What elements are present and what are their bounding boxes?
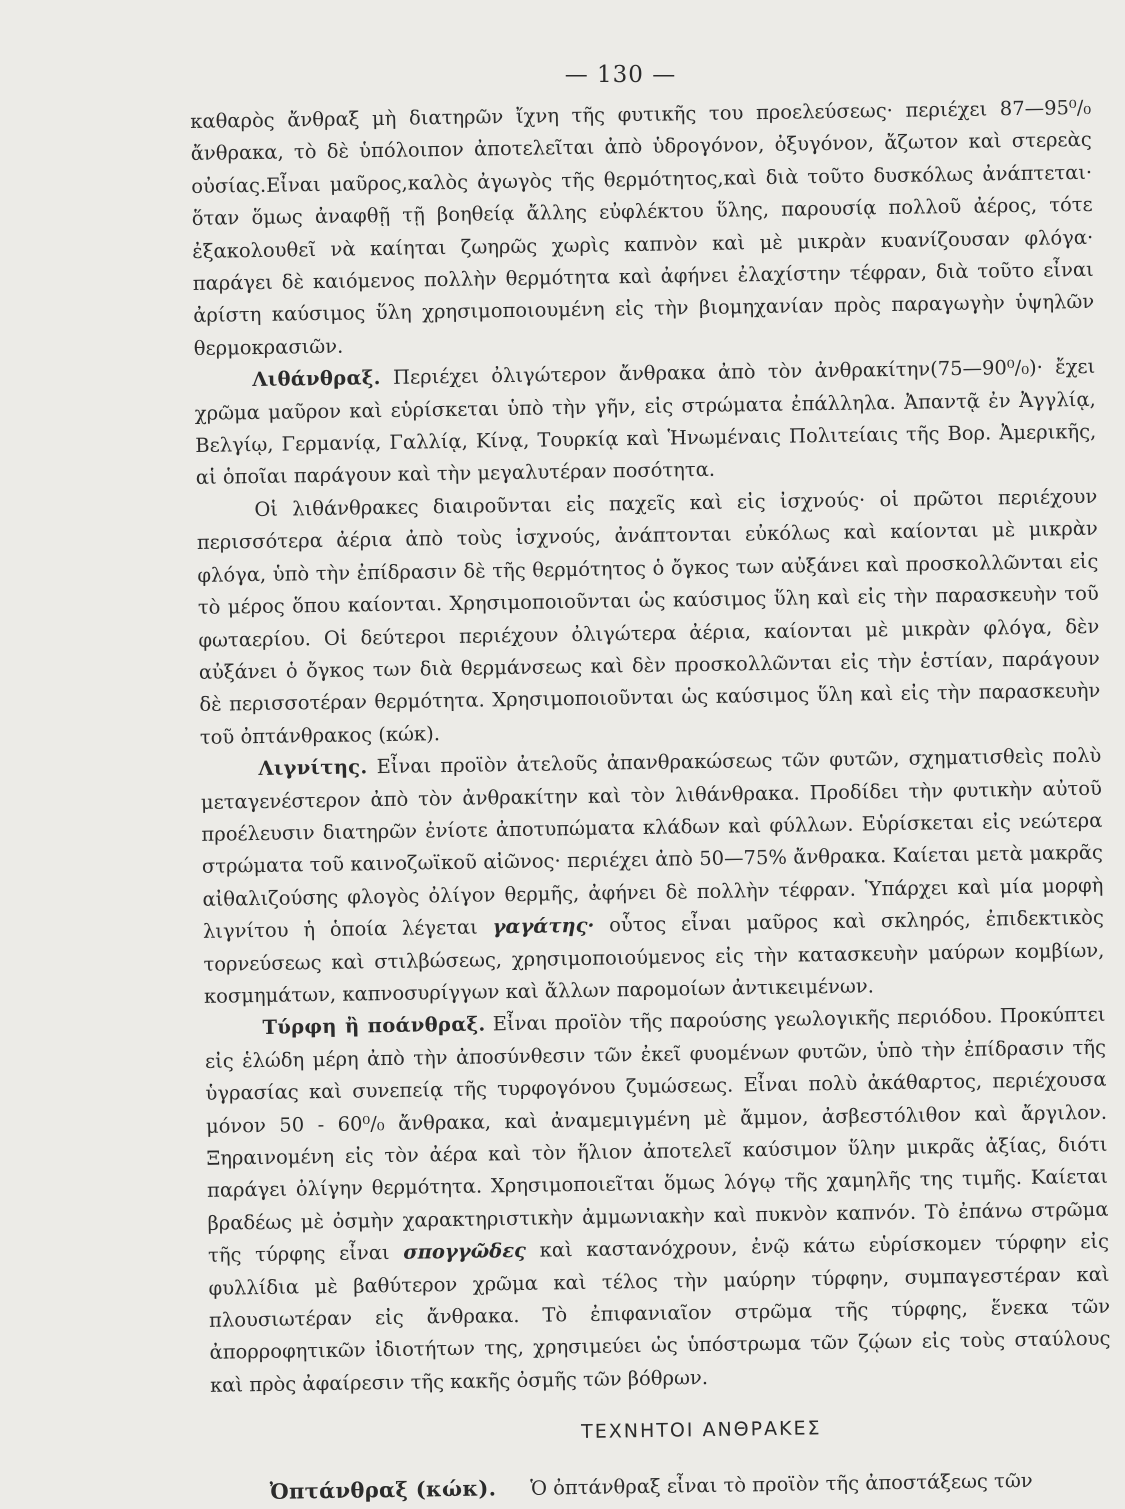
paragraph-lithanthrax	[194, 351, 1097, 495]
paragraph-optanthrax	[212, 1462, 1113, 1509]
body-text	[190, 92, 1113, 1509]
tyrfi-text-a: Εἶναι προϊὸν τῆς παρούσης γεωλογικῆς περιόδου. Προκύπτει εἰς ἑλώδη μέρη ἀπὸ τὴν ἀποσύνθεσιν τῶν ἐκεῖ φυομένων φυτῶν, ὑπὸ τὴν ἐπίδρασιν τῆς ὑγρασίας καὶ συνεπείᾳ τῆς τυρφογόνου ζυμώσεως. Εἶναι πολὺ ἀκάθαρτος, περιέχουσα μόνον 50 - 60⁰/₀ ἄνθρακα, καὶ ἀναμεμιγμένη μὲ ἄμμον, ἀσβεστόλιθον καὶ ἄργιλον. Ξηραινομένη εἰς τὸν ἀέρα καὶ τὸν ἥλιον ἀποτελεῖ καύσιμον ὕλην μικρᾶς ἀξίας, διότι παράγει ὀλίγην θερμότητα. Χρησιμοποιεῖται ὅμως λόγῳ τῆς χαμηλῆς της τιμῆς. Καίεται βραδέως μὲ ὀσμὴν χαρακτηριστικὴν ἀμμωνιακὴν καὶ πυκνὸν καπνόν. Τὸ ἐπάνω στρῶμα τῆς τύρφης εἶναι	[204, 1003, 1109, 1268]
paragraph-anthrakitis-continued: καθαρὸς ἄνθραξ μὴ διατηρῶν ἴχνη τῆς φυτικῆς του προελεύσεως· περιέχει 87—95⁰/₀ ἄνθρακα, τὸ δὲ ὑπόλοιπον ἀποτελεῖται ἀπὸ ὑδρογόνον, ὀξυγόνον, ἄζωτον καὶ στερεὰς οὐσίας.Εἶναι μαῦρος,καλὸς ἀγωγὸς τῆς θερμότητος,καὶ διὰ τοῦτο δυσκόλως ἀνάπτεται· ὅταν ὅμως ἀναφθῇ τῇ βοηθείᾳ ἄλλης εὐφλέκτου ὕλης, παρουσίᾳ πολλοῦ ἀέρος, τότε ἐξακολουθεῖ νὰ καίηται ζωηρῶς χωρὶς καπνὸν καὶ μὲ μικρὰν κυανίζουσαν φλόγα· παράγει δὲ καιόμενος πολλὴν θερμότητα καὶ ἀφήνει ἐλαχίστην τέφραν, διὰ τοῦτο εἶναι ἀρίστη καύσιμος ὕλη χρησιμοποιουμένη εἰς τὴν βιομηχανίαν πρὸς παραγωγὴν ὑψηλῶν θερμοκρασιῶν.	[190, 95, 1095, 360]
term-optanthrax: Ὀπτάνθραξ (κώκ).	[269, 1475, 497, 1504]
lignitis-text-b: οὗτος εἶναι μαῦρος καὶ σκληρός, ἐπιδεκτικὸς τορνεύσεως καὶ στιλβώσεως, χρησιμοποιούμενος εἰς τὴν κατασκευὴν μαύρων κομβίων, κοσμημάτων, καπνοσυρίγγων καὶ ἄλλων παρομοίων ἀντικειμένων.	[203, 905, 1105, 1008]
term-spongodes: σπογγῶδες	[403, 1239, 527, 1265]
paragraph-lithanthrax-types: Οἱ λιθάνθρακες διαιροῦνται εἰς παχεῖς καὶ εἰς ἰσχνούς· οἱ πρῶτοι περιέχουν περισσότερα ἀέρια ἀπὸ τοὺς ἰσχνούς, ἀνάπτονται εὐκόλως καὶ καίονται μὲ μικρὰν φλόγα, ὑπὸ τὴν ἐπίδρασιν δὲ τῆς θερμότητος ὁ ὄγκος των αὐξάνει καὶ προσκολλῶνται εἰς τὸ μέρος ὅπου καίονται. Χρησιμοποιοῦνται ὡς καύσιμος ὕλη καὶ εἰς τὴν παρασκευὴν τοῦ φωταερίου. Οἱ δεύτεροι περιέχουν ὀλιγώτερα ἀέρια, καίονται μὲ μικρὰν φλόγα, δὲν αὐξάνει ὁ ὄγκος των διὰ θερμάνσεως καὶ δὲν προσκολλῶνται εἰς τὴν ἑστίαν, παράγουν δὲ περισσοτέραν θερμότητα. Χρησιμοποιοῦνται ὡς καύσιμος ὕλη καὶ εἰς τὴν παρασκευὴν τοῦ ὀπτάνθρακος (κώκ).	[196, 484, 1101, 749]
paragraph-lignitis	[200, 740, 1105, 1013]
term-tyrfi: Τύρφη ἢ ποάνθραξ.	[262, 1012, 486, 1040]
paragraph-tyrfi	[204, 999, 1111, 1402]
term-lignitis: Λιγνίτης.	[258, 755, 368, 781]
term-lithanthrax: Λιθάνθραξ.	[252, 366, 381, 392]
section-heading: ΤΕΧΝΗΤΟΙ ΑΝΘΡΑΚΕΣ	[580, 1417, 822, 1444]
term-gagatis: γαγάτης·	[492, 913, 595, 939]
optanthrax-text: Ὁ ὀπτάνθραξ εἶναι τὸ προϊὸν τῆς ἀποστάξεως τῶν	[530, 1468, 1033, 1500]
page-number: — 130 —	[564, 62, 677, 88]
tyrfi-text-b: καὶ καστανόχρουν, ἐνῷ κάτω εὑρίσκομεν τύρφην εἰς φυλλίδια μὲ βαθύτερον χρῶμα καὶ τέλος τὴν μαύρην τύρφην, συμπαγεστέραν καὶ πλουσιωτέραν εἰς ἄνθρακα. Τὸ ἐπιφανιαῖον στρῶμα τῆς τύρφης, ἕνεκα τῶν ἀπορροφητικῶν ἰδιοτήτων της, χρησιμεύει ὡς ὑπόστρωμα τῶν ζῴων εἰς τοὺς σταύλους καὶ πρὸς ἀφαίρεσιν τῆς κακῆς ὀσμῆς τῶν βόθρων.	[208, 1229, 1111, 1397]
lithanthrax-text: Περιέχει ὀλιγώτερον ἄνθρακα ἀπὸ τὸν ἀνθρακίτην(75—90⁰/₀)· ἔχει χρῶμα μαῦρον καὶ εὑρίσκεται ὑπὸ τὴν γῆν, εἰς στρώματα ἐπάλληλα. Ἀπαντᾷ ἐν Ἀγγλίᾳ, Βελγίῳ, Γερμανίᾳ, Γαλλίᾳ, Κίνᾳ, Τουρκίᾳ καὶ Ἡνωμέναις Πολιτείαις τῆς Βορ. Ἀμερικῆς, αἱ ὁποῖαι παράγουν καὶ τὴν μεγαλυτέραν ποσότητα.	[194, 355, 1097, 490]
lignitis-text-a: Εἶναι προϊὸν ἀτελοῦς ἀπανθρακώσεως τῶν φυτῶν, σχηματισθεὶς πολὺ μεταγενέστερον ἀπὸ τὸν ἀνθρακίτην καὶ τὸν λιθάνθρακα. Προδίδει τὴν φυτικὴν αὐτοῦ προέλευσιν διατηρῶν ἐνίοτε ἀποτυπώματα κλάδων καὶ φύλλων. Εὑρίσκεται εἰς νεώτερα στρώματα τοῦ καινοζωϊκοῦ αἰῶνος· περιέχει ἀπὸ 50—75% ἄνθρακα. Καίεται μετὰ μακρᾶς αἰθαλιζούσης φλογὸς ὀλίγον θερμῆς, ἀφήνει δὲ πολλὴν τέφραν. Ὑπάρχει καὶ μία μορφὴ λιγνίτου ἡ ὁποία λέγεται	[200, 743, 1104, 944]
